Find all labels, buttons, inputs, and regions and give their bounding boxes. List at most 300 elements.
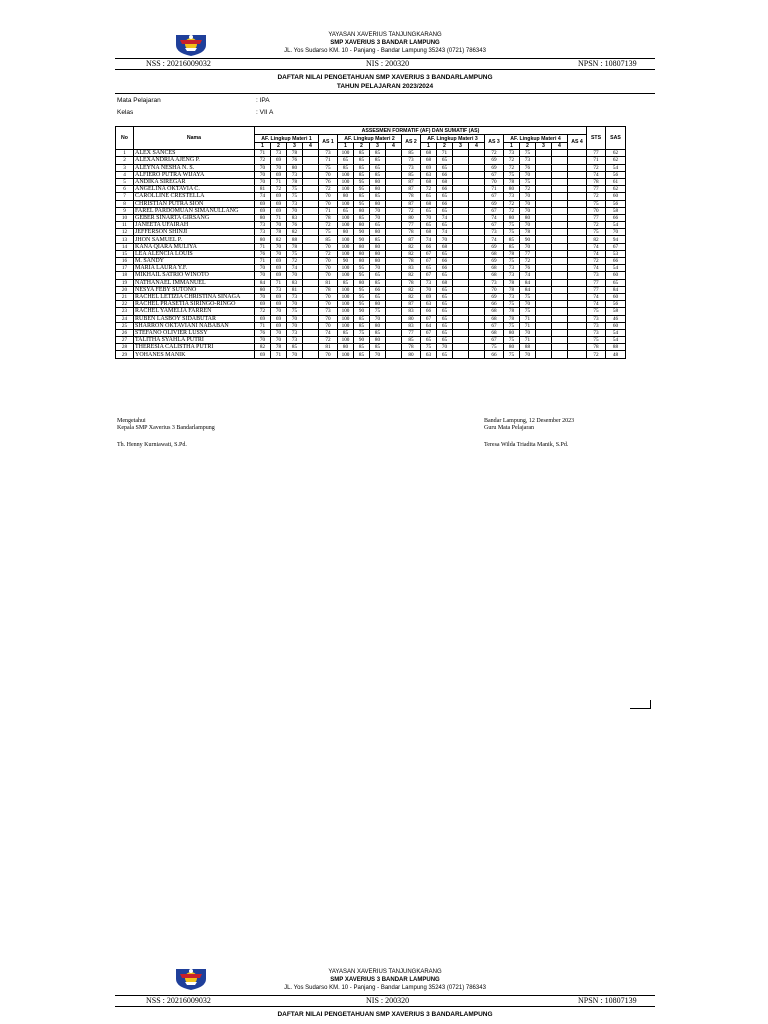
col-lm4: AF. Lingkup Materi 4: [504, 135, 568, 143]
cell-sts: 74: [587, 265, 606, 272]
cell-score: [453, 250, 469, 257]
cell-score: 78: [504, 250, 520, 257]
cell-sts: 77: [587, 286, 606, 293]
cell-score: [536, 250, 552, 257]
cell-score: 85: [354, 164, 370, 171]
cell-score: 100: [338, 337, 354, 344]
cell-score: [386, 157, 402, 164]
cell-score: 72: [504, 164, 520, 171]
cell-score: [552, 286, 568, 293]
cell-score: 75: [520, 178, 536, 185]
cell-score: [386, 265, 402, 272]
table-row: [116, 351, 626, 358]
sig-left-line2: Kepala SMP Xaverius 3 Bandarlampung: [117, 425, 215, 431]
cell-score: [469, 150, 485, 157]
cell-score: [536, 258, 552, 265]
cell-score: 69: [271, 272, 287, 279]
sub-col: 3: [287, 143, 303, 150]
cell-score: [552, 344, 568, 351]
cell-as1: 70: [319, 258, 338, 265]
cell-score: 72: [421, 186, 437, 193]
table-row: [116, 200, 626, 207]
cell-score: 95: [354, 286, 370, 293]
cell-score: [386, 222, 402, 229]
cell-score: [536, 329, 552, 336]
cell-score: [536, 150, 552, 157]
cell-score: [386, 229, 402, 236]
cell-score: 100: [338, 250, 354, 257]
cell-as3: 69: [485, 157, 504, 164]
cell-name: NESYA FEBY SUTONO: [134, 286, 255, 293]
cell-as3: 67: [485, 322, 504, 329]
cell-score: 80: [504, 329, 520, 336]
table-row: [116, 301, 626, 308]
cell-score: 66: [437, 200, 453, 207]
cell-score: 85: [354, 344, 370, 351]
cell-score: 73: [287, 329, 303, 336]
cell-score: [536, 293, 552, 300]
cell-name: CAROLLINE CRESTELLA: [134, 193, 255, 200]
cell-score: [453, 157, 469, 164]
cell-score: 74: [255, 193, 271, 200]
cell-score: [303, 344, 319, 351]
cell-sas: 60: [606, 293, 626, 300]
cell-as3: 66: [485, 351, 504, 358]
cell-score: 70: [437, 344, 453, 351]
cell-score: 72: [504, 157, 520, 164]
cell-no: 28: [116, 344, 134, 351]
cell-score: [386, 186, 402, 193]
cell-score: [453, 351, 469, 358]
cell-no: 21: [116, 293, 134, 300]
cell-score: [469, 337, 485, 344]
table-row: [116, 279, 626, 286]
cell-as4: [568, 329, 587, 336]
cell-sas: 54: [606, 329, 626, 336]
cell-sas: 94: [606, 236, 626, 243]
cell-score: 85: [354, 157, 370, 164]
cell-as1: 70: [319, 351, 338, 358]
cell-score: 81: [287, 286, 303, 293]
cell-score: 75: [504, 222, 520, 229]
cell-score: 68: [437, 178, 453, 185]
cell-score: 75: [504, 171, 520, 178]
cell-score: 66: [437, 258, 453, 265]
cell-score: [303, 301, 319, 308]
cell-score: 70: [421, 286, 437, 293]
cell-score: 69: [255, 315, 271, 322]
cell-score: 70: [520, 351, 536, 358]
cell-score: [303, 193, 319, 200]
cell-score: [453, 301, 469, 308]
cell-as4: [568, 286, 587, 293]
cell-score: 85: [370, 344, 386, 351]
cell-score: 70: [255, 164, 271, 171]
cell-score: [303, 272, 319, 279]
cell-score: [469, 344, 485, 351]
cell-no: 4: [116, 171, 134, 178]
cell-score: 72: [504, 207, 520, 214]
cell-score: 100: [338, 315, 354, 322]
cell-score: [469, 157, 485, 164]
cell-score: 85: [504, 243, 520, 250]
school-name: SMP XAVERIUS 3 BANDAR LAMPUNG: [330, 40, 440, 46]
cell-name: ALEX SANCES: [134, 150, 255, 157]
cell-score: 68: [437, 279, 453, 286]
cell-as2: 82: [402, 272, 421, 279]
cell-score: 71: [271, 279, 287, 286]
cell-score: [386, 200, 402, 207]
cell-score: 100: [338, 301, 354, 308]
cell-score: 68: [437, 243, 453, 250]
cell-score: 73: [255, 222, 271, 229]
cell-score: 69: [271, 207, 287, 214]
cell-score: 80: [338, 344, 354, 351]
cell-as2: 87: [402, 236, 421, 243]
cell-sas: 53: [606, 250, 626, 257]
nss-label: NSS : 20216009032: [146, 59, 211, 68]
cell-name: RACHEL PRASETIA SIRINGO-RINGO: [134, 301, 255, 308]
cell-score: 84: [520, 286, 536, 293]
cell-as4: [568, 207, 587, 214]
cell-score: 100: [338, 286, 354, 293]
cell-as1: 72: [319, 186, 338, 193]
document-title-page-2: DAFTAR NILAI PENGETAHUAN SMP XAVERIUS 3 BANDARLAMPUNG: [277, 1011, 493, 1018]
col-lm1: AF. Lingkup Materi 1: [255, 135, 319, 143]
cell-score: 76: [520, 265, 536, 272]
cell-score: 82: [271, 236, 287, 243]
cell-score: [536, 214, 552, 221]
cell-score: 78: [504, 286, 520, 293]
cell-as1: 74: [319, 329, 338, 336]
cell-score: [453, 272, 469, 279]
cell-as3: 73: [485, 279, 504, 286]
cell-score: 95: [354, 200, 370, 207]
cell-score: [536, 229, 552, 236]
cell-as4: [568, 322, 587, 329]
cell-name: GEBER SINARTA GIRSANG: [134, 214, 255, 221]
cell-score: 70: [271, 329, 287, 336]
cell-score: 69: [255, 301, 271, 308]
cell-score: 74: [437, 214, 453, 221]
cell-as1: 70: [319, 301, 338, 308]
cell-as2: 85: [402, 171, 421, 178]
cell-score: [386, 193, 402, 200]
cell-score: 65: [437, 308, 453, 315]
cell-as4: [568, 164, 587, 171]
npsn-label: NPSN : 10807139: [578, 996, 637, 1005]
table-row: [116, 164, 626, 171]
npsn-label: NPSN : 10807139: [578, 59, 637, 68]
cell-score: 65: [370, 293, 386, 300]
cell-name: M. SANDY: [134, 258, 255, 265]
cell-score: [303, 157, 319, 164]
cell-no: 20: [116, 286, 134, 293]
cell-name: NATHANAEL IMMANUEL: [134, 279, 255, 286]
cell-sts: 75: [587, 308, 606, 315]
cell-score: [469, 214, 485, 221]
cell-score: [552, 222, 568, 229]
cell-score: [469, 193, 485, 200]
cell-score: 90: [354, 236, 370, 243]
table-row: [116, 308, 626, 315]
cell-score: 66: [437, 265, 453, 272]
cell-name: ANDIKA SIREGAR: [134, 178, 255, 185]
cell-score: 70: [255, 293, 271, 300]
cell-score: 75: [370, 308, 386, 315]
sub-col: 4: [303, 143, 319, 150]
cell-score: 69: [271, 171, 287, 178]
cell-sas: 56: [606, 200, 626, 207]
assessment-group-title: ASSESMEN FORMATIF (AF) DAN SUMATIF (AS): [255, 127, 587, 135]
cell-sts: 72: [587, 164, 606, 171]
cell-as4: [568, 236, 587, 243]
cell-score: [536, 272, 552, 279]
cell-score: 70: [520, 207, 536, 214]
cell-score: [536, 236, 552, 243]
cell-score: 73: [287, 171, 303, 178]
cell-score: 67: [421, 258, 437, 265]
cell-score: [453, 229, 469, 236]
cell-as3: 70: [485, 178, 504, 185]
cell-as4: [568, 308, 587, 315]
cell-score: 73: [504, 293, 520, 300]
cell-score: 68: [421, 200, 437, 207]
cell-score: 75: [504, 337, 520, 344]
sub-col: 4: [552, 143, 568, 150]
cell-no: 12: [116, 229, 134, 236]
cell-score: 69: [421, 164, 437, 171]
cell-as1: 72: [319, 250, 338, 257]
cell-no: 24: [116, 315, 134, 322]
cell-score: 80: [370, 322, 386, 329]
cell-score: [453, 178, 469, 185]
document-title: [115, 73, 655, 91]
cell-score: [552, 164, 568, 171]
sub-col: 1: [421, 143, 437, 150]
cell-sas: 56: [606, 171, 626, 178]
cell-score: 65: [437, 250, 453, 257]
cell-sas: 48: [606, 351, 626, 358]
cell-sas: 84: [606, 286, 626, 293]
cell-score: 70: [287, 301, 303, 308]
cell-score: [303, 286, 319, 293]
cell-score: 90: [354, 337, 370, 344]
cell-score: 85: [338, 329, 354, 336]
table-row: [116, 214, 626, 221]
cell-as2: 78: [402, 193, 421, 200]
grades-table: [115, 126, 626, 359]
cell-score: [386, 279, 402, 286]
cell-score: 75: [504, 322, 520, 329]
cell-as1: 71: [319, 157, 338, 164]
cell-score: 73: [255, 229, 271, 236]
cell-score: [469, 293, 485, 300]
cell-as4: [568, 171, 587, 178]
cell-score: 68: [421, 157, 437, 164]
cell-as2: 77: [402, 222, 421, 229]
sub-col: 4: [386, 143, 402, 150]
cell-name: ALEYNA NESHA N. S.: [134, 164, 255, 171]
cell-score: [469, 186, 485, 193]
cell-name: ANGELINA OKTAVIA C.: [134, 186, 255, 193]
cell-as4: [568, 222, 587, 229]
col-lm2: AF. Lingkup Materi 2: [338, 135, 402, 143]
cell-score: 66: [437, 171, 453, 178]
cell-as2: 87: [402, 178, 421, 185]
cell-no: 3: [116, 164, 134, 171]
cell-score: [453, 207, 469, 214]
cell-score: [453, 293, 469, 300]
table-row: [116, 186, 626, 193]
cell-as2: 87: [402, 186, 421, 193]
cell-score: 66: [437, 186, 453, 193]
cell-as3: 67: [485, 207, 504, 214]
cell-score: 83: [287, 214, 303, 221]
cell-score: [469, 164, 485, 171]
cell-score: [536, 193, 552, 200]
cell-score: 70: [271, 308, 287, 315]
cell-score: 80: [504, 344, 520, 351]
cell-score: 84: [520, 279, 536, 286]
cell-score: [303, 164, 319, 171]
subject-value: : IPA: [256, 97, 270, 104]
sig-right-name: Teresa Wilda Triadita Manik, S.Pd.: [484, 442, 569, 448]
cell-sts: 72: [587, 351, 606, 358]
cell-as2: 73: [402, 164, 421, 171]
cell-as2: 87: [402, 301, 421, 308]
cell-score: 70: [255, 265, 271, 272]
cell-score: [536, 337, 552, 344]
table-row: [116, 286, 626, 293]
cell-score: 65: [437, 293, 453, 300]
cell-score: 71: [520, 315, 536, 322]
cell-score: [552, 315, 568, 322]
cell-score: 95: [354, 186, 370, 193]
cell-score: 70: [370, 214, 386, 221]
cell-as1: 70: [319, 193, 338, 200]
sub-col: 3: [370, 143, 386, 150]
cell-score: 69: [271, 301, 287, 308]
cell-as2: 83: [402, 322, 421, 329]
cell-score: [386, 322, 402, 329]
class-label: Kelas: [117, 109, 134, 116]
cell-as4: [568, 229, 587, 236]
cell-score: 65: [437, 164, 453, 171]
table-row: [116, 250, 626, 257]
cell-score: 75: [504, 301, 520, 308]
cell-as1: 70: [319, 315, 338, 322]
cell-sts: 77: [587, 150, 606, 157]
cell-score: [303, 250, 319, 257]
cell-score: 71: [520, 337, 536, 344]
cell-score: 74: [287, 265, 303, 272]
cell-score: 70: [437, 236, 453, 243]
cell-score: [552, 337, 568, 344]
cell-as4: [568, 243, 587, 250]
cell-score: 73: [287, 293, 303, 300]
cell-score: 72: [520, 258, 536, 265]
cell-no: 25: [116, 322, 134, 329]
cell-score: [386, 258, 402, 265]
cell-sts: 74: [587, 301, 606, 308]
cell-as1: 70: [319, 243, 338, 250]
cell-score: 85: [370, 171, 386, 178]
cell-sts: 78: [587, 178, 606, 185]
cell-score: [469, 236, 485, 243]
cell-score: 80: [370, 178, 386, 185]
col-sas: SAS: [606, 127, 626, 150]
cell-score: [469, 222, 485, 229]
cell-score: [303, 308, 319, 315]
cell-score: 70: [255, 337, 271, 344]
cell-as2: 80: [402, 351, 421, 358]
cell-name: MARIA LAURA Y.F.: [134, 265, 255, 272]
cell-as3: 72: [485, 150, 504, 157]
cell-score: [453, 214, 469, 221]
cell-no: 22: [116, 301, 134, 308]
cell-as3: 69: [485, 243, 504, 250]
cell-score: 65: [421, 265, 437, 272]
cell-score: [552, 301, 568, 308]
cell-as1: 70: [319, 265, 338, 272]
cell-score: [536, 200, 552, 207]
cell-score: [552, 272, 568, 279]
cell-score: 73: [520, 157, 536, 164]
cell-score: 69: [271, 258, 287, 265]
cell-score: 66: [370, 286, 386, 293]
cell-name: MIKHAIL SATRIO WINOTO: [134, 272, 255, 279]
cell-score: [453, 308, 469, 315]
cell-name: CHRISTIAN PUTRA SION: [134, 200, 255, 207]
cell-score: [469, 301, 485, 308]
cell-as2: 78: [402, 344, 421, 351]
cell-score: [453, 337, 469, 344]
cell-score: 74: [437, 229, 453, 236]
cell-score: 65: [338, 207, 354, 214]
cell-score: 72: [520, 186, 536, 193]
cell-score: 85: [370, 157, 386, 164]
cell-as4: [568, 200, 587, 207]
cell-score: 69: [421, 293, 437, 300]
signature-left: [117, 418, 215, 432]
table-row: [116, 193, 626, 200]
cell-score: [469, 286, 485, 293]
cell-score: 70: [287, 207, 303, 214]
cell-score: [536, 315, 552, 322]
cell-score: 100: [338, 236, 354, 243]
letterhead: [115, 31, 655, 55]
cell-score: [469, 178, 485, 185]
cell-as2: 78: [402, 258, 421, 265]
cell-score: [453, 150, 469, 157]
cell-score: [303, 186, 319, 193]
cell-score: 73: [504, 150, 520, 157]
cell-score: 100: [338, 186, 354, 193]
cell-as1: 70: [319, 293, 338, 300]
cell-score: 65: [437, 157, 453, 164]
cell-score: 80: [255, 236, 271, 243]
cell-score: 68: [421, 178, 437, 185]
cell-score: 71: [271, 214, 287, 221]
cell-score: 95: [354, 272, 370, 279]
cell-score: 73: [504, 193, 520, 200]
cell-score: 69: [271, 193, 287, 200]
table-row: [116, 150, 626, 157]
cell-score: [536, 222, 552, 229]
cell-score: [469, 258, 485, 265]
cell-score: 80: [520, 214, 536, 221]
